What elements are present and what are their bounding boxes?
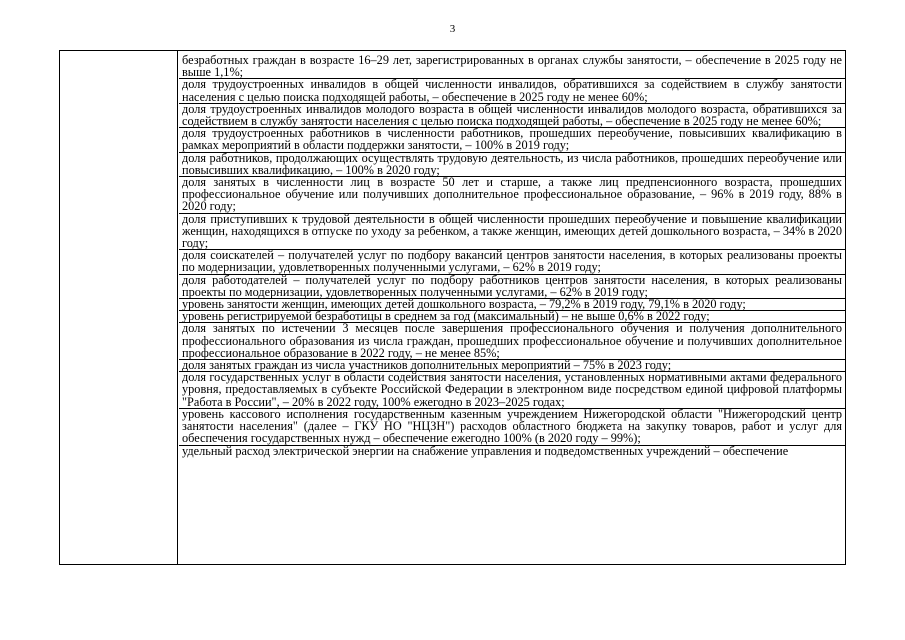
paragraph-electronic-services: доля государственных услуг в области содействия занятости населения, установленных нормативными актами федерального уровня, предоставляемых в субъекте Российской Федерации в электронном виде посредством единой цифровой платформы "Работа в России", – 20% в 2022 году, 100% ежегодно в 2023–2025 годах; bbox=[182, 370, 842, 409]
paragraph-job-seekers-satisfaction: доля соискателей – получателей услуг по подбору вакансий центров занятости населения, в которых реализованы проекты по модернизации, удовлетворенных полученными услугами, – 62% в 2019 году; bbox=[182, 248, 842, 275]
paragraph-retrained-workers: доля трудоустроенных работников в численности работников, прошедших переобучение, повысивших квалификацию в рамках мероприятий в области поддержки занятости, – 100% в 2019 году; bbox=[182, 126, 842, 153]
paragraph-registered-unemployment: уровень регистрируемой безработицы в среднем за год (максимальный) – не выше 0,6% в 2022 году; bbox=[182, 310, 842, 322]
content-table bbox=[59, 50, 846, 565]
paragraph-electricity-consumption: удельный расход электрической энергии на снабжение управления и подведомственных учреждений – обеспечение bbox=[182, 445, 842, 457]
paragraph-youth-unemployment: безработных граждан в возрасте 16–29 лет, зарегистрированных в органах службы занятости, – обеспечение в 2025 году не выше 1,1%; bbox=[182, 53, 842, 80]
paragraph-young-disabled-employed: доля трудоустроенных инвалидов молодого возраста в общей численности инвалидов молодого возраста, обратившихся за содействием в службу занятости населения с целью поиска подходящей работы, – обеспечение в 2025 году не менее 60%; bbox=[182, 101, 842, 129]
paragraph-women-parental-leave: доля приступивших к трудовой деятельности в общей численности прошедших переобучение и повышение квалификации женщин, находящихся в отпуске по уходу за ребенком, а также женщин, имеющих детей дошкольного возраста, – 34% в 2020 году; bbox=[182, 211, 842, 251]
table-left-cell bbox=[60, 51, 178, 564]
paragraph-employed-after-training: доля занятых по истечении 3 месяцев после завершения профессионального обучения и получения дополнительного профессионального образования из числа граждан, прошедших профессиональное обучение и получивших дополнительное профессиональное образование в 2022 году, – не менее 85%; bbox=[182, 321, 842, 360]
paragraph-disabled-employed: доля трудоустроенных инвалидов в общей численности инвалидов, обратившихся за содействием в службу занятости населения с целью поиска подходящей работы, – обеспечение в 2025 году не менее 60%; bbox=[182, 77, 842, 104]
table-right-cell bbox=[179, 51, 845, 564]
paragraph-women-employment-rate: уровень занятости женщин, имеющих детей дошкольного возраста, – 79,2% в 2019 году, 79,1% в 2020 году; bbox=[182, 298, 842, 310]
paragraph-employers-satisfaction: доля работодателей – получателей услуг по подбору работников центров занятости населения, в которых реализованы проекты по модернизации, удовлетворенных полученными услугами, – 62% в 2019 году; bbox=[182, 272, 842, 299]
paragraph-additional-measures: доля занятых граждан из числа участников дополнительных мероприятий – 75% в 2023 году; bbox=[182, 359, 842, 371]
paragraph-cash-execution: уровень кассового исполнения государственным казенным учреждением Нижегородской области "Нижегородский центр занятости населения" (далее – ГКУ НО "НЦЗН") расходов областного бюджета на закупку товаров, работ и услуг для обеспечения государственных нужд – обеспечение ежегодно 100% (в 2020 году – 99%); bbox=[182, 406, 842, 446]
paragraph-continuing-workers: доля работников, продолжающих осуществлять трудовую деятельность, из числа работников, прошедших переобучение или повысивших квалификацию, – 100% в 2020 году; bbox=[182, 150, 842, 177]
paragraph-employed-50-plus: доля занятых в численности лиц в возрасте 50 лет и старше, а также лиц предпенсионного возраста, прошедших профессиональное обучение или получивших дополнительное профессиональное образование, – 96% в 2019 году, 88% в 2020 году; bbox=[182, 175, 842, 214]
page-number: 3 bbox=[449, 23, 456, 35]
